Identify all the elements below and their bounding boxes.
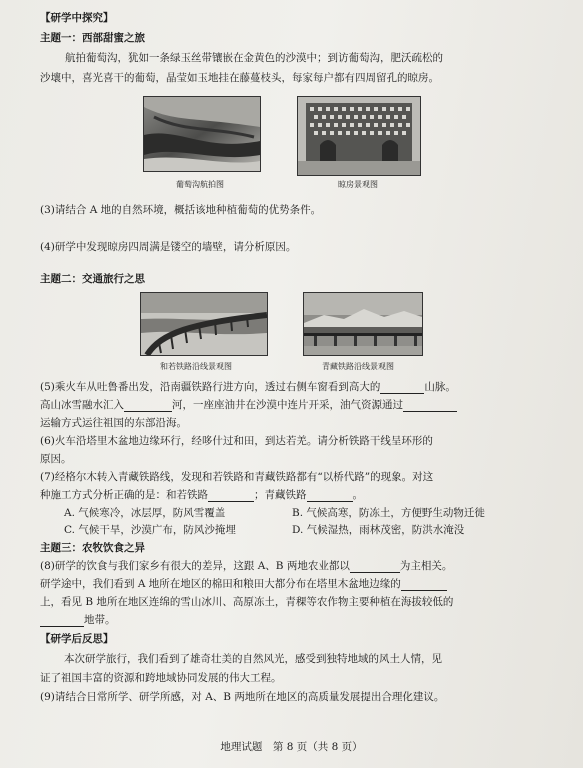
reflect-line2: 证了祖国丰富的资源和跨地域协同发展的伟大工程。 [40, 672, 282, 684]
q8-blank-landform[interactable] [401, 579, 447, 591]
q8-blank-agriculture[interactable] [350, 561, 400, 573]
option-a: A. 气候寒冷，冰层厚，防风雪覆盖 [64, 507, 226, 519]
theme3-title: 主题三：农牧饮食之异 [40, 542, 145, 554]
question-5-line3: 运输方式运往祖国的东部沿海。 [40, 417, 187, 429]
question-3: (3)请结合 A 地的自然环境，概括该地种植葡萄的优势条件。 [40, 204, 322, 216]
q5-text-d: 河，一座座油井在沙漠中连片开采，油气资源通过 [172, 399, 403, 411]
question-7-line1: (7)经格尔木转入青藏铁路线，发现和若铁路和青藏铁路都有“以桥代路”的现象。对这 [40, 471, 434, 483]
drying-house-photo [297, 96, 421, 176]
question-5-line1 [40, 380, 456, 394]
question-8-line3: 上，看见 B 地所在地区连绵的雪山冰川、高原冻土，青稞等农作物主要种植在海拔较低的 [40, 596, 454, 608]
question-8-line2 [40, 577, 447, 591]
theme1-intro-line1: 航拍葡萄沟，犹如一条绿玉丝带镶嵌在金黄色的沙漠中；到访葡萄沟，肥沃疏松的 [65, 52, 443, 64]
theme2-title: 主题二：交通旅行之思 [40, 273, 145, 285]
q7-blank-heruo[interactable] [208, 490, 254, 502]
page-footer: 地理试题 第 8 页（共 8 页） [220, 741, 363, 753]
question-6-line1: (6)火车沿塔里木盆地边缘环行，经哆什过和田，到达若羌。请分析铁路干线呈环形的 [40, 435, 433, 447]
option-d: D. 气候湿热，雨林茂密，防洪水淹没 [292, 524, 465, 536]
option-b: B. 气候高寒，防冻土，方便野生动物迁徙 [292, 507, 485, 519]
question-5-line2 [40, 398, 457, 412]
qinghai-tibet-railway-photo [303, 292, 423, 356]
question-8-line4 [40, 613, 116, 627]
q8-text-b: 为主相关。 [399, 560, 453, 572]
theme1-title: 主题一：西部甜蜜之旅 [40, 32, 145, 44]
option-c: C. 气候干旱，沙漠广布，防风沙掩埋 [64, 524, 236, 536]
caption-drying-house: 晾房景观图 [338, 180, 378, 189]
q5-blank-transport[interactable] [403, 400, 457, 412]
question-4: (4)研学中发现晾房四周满是镂空的墙壁，请分析原因。 [40, 241, 297, 253]
q7-blank-qingzang[interactable] [307, 490, 353, 502]
q7-text-b: ；青藏铁路 [254, 489, 307, 501]
question-9: (9)请结合日常所学、研学所感，对 A、B 两地所在地区的高质量发展提出合理化建议。 [40, 691, 445, 703]
q5-text-c: 高山冰雪融水汇入 [40, 399, 124, 411]
q8-text-d: 地带。 [84, 614, 116, 626]
q5-blank-mountain[interactable] [380, 382, 424, 394]
question-7-line2 [40, 488, 363, 502]
caption-qinghai-tibet-railway: 青藏铁路沿线景观图 [322, 362, 394, 371]
q5-blank-river[interactable] [124, 400, 172, 412]
caption-grape-valley: 葡萄沟航拍图 [176, 180, 224, 189]
q7-text-c: 。 [352, 489, 363, 501]
heruo-railway-photo [140, 292, 268, 356]
caption-heruo-railway: 和若铁路沿线景观图 [160, 362, 232, 371]
section-heading-research: 【研学中探究】 [40, 12, 114, 24]
question-6-line2: 原因。 [40, 453, 72, 465]
q8-text-c: 研学途中，我们看到 A 地所在地区的棉田和粮田大都分布在塔里木盆地边缘的 [40, 578, 401, 590]
q8-text-a: (8)研学的饮食与我们家乡有很大的差异，这跟 A、B 两地农业都以 [40, 560, 350, 572]
q8-blank-zone[interactable] [40, 615, 84, 627]
q5-text-a: (5)乘火车从吐鲁番出发，沿南疆铁路行进方向，透过右侧车窗看到高大的 [40, 381, 381, 393]
reflect-line1: 本次研学旅行，我们看到了雄奇壮美的自然风光，感受到独特地域的风土人情，见 [64, 653, 442, 665]
grape-valley-aerial-photo [143, 96, 261, 172]
question-8-line1 [40, 559, 452, 573]
q5-text-b: 山脉。 [424, 381, 456, 393]
theme1-intro-line2: 沙壤中，喜光喜干的葡萄，晶莹如玉地挂在藤蔓枝头，每家每户都有四周留孔的晾房。 [40, 72, 439, 84]
section-heading-reflect: 【研学后反思】 [40, 633, 114, 645]
q7-text-a: 种施工方式分析正确的是：和若铁路 [40, 489, 208, 501]
